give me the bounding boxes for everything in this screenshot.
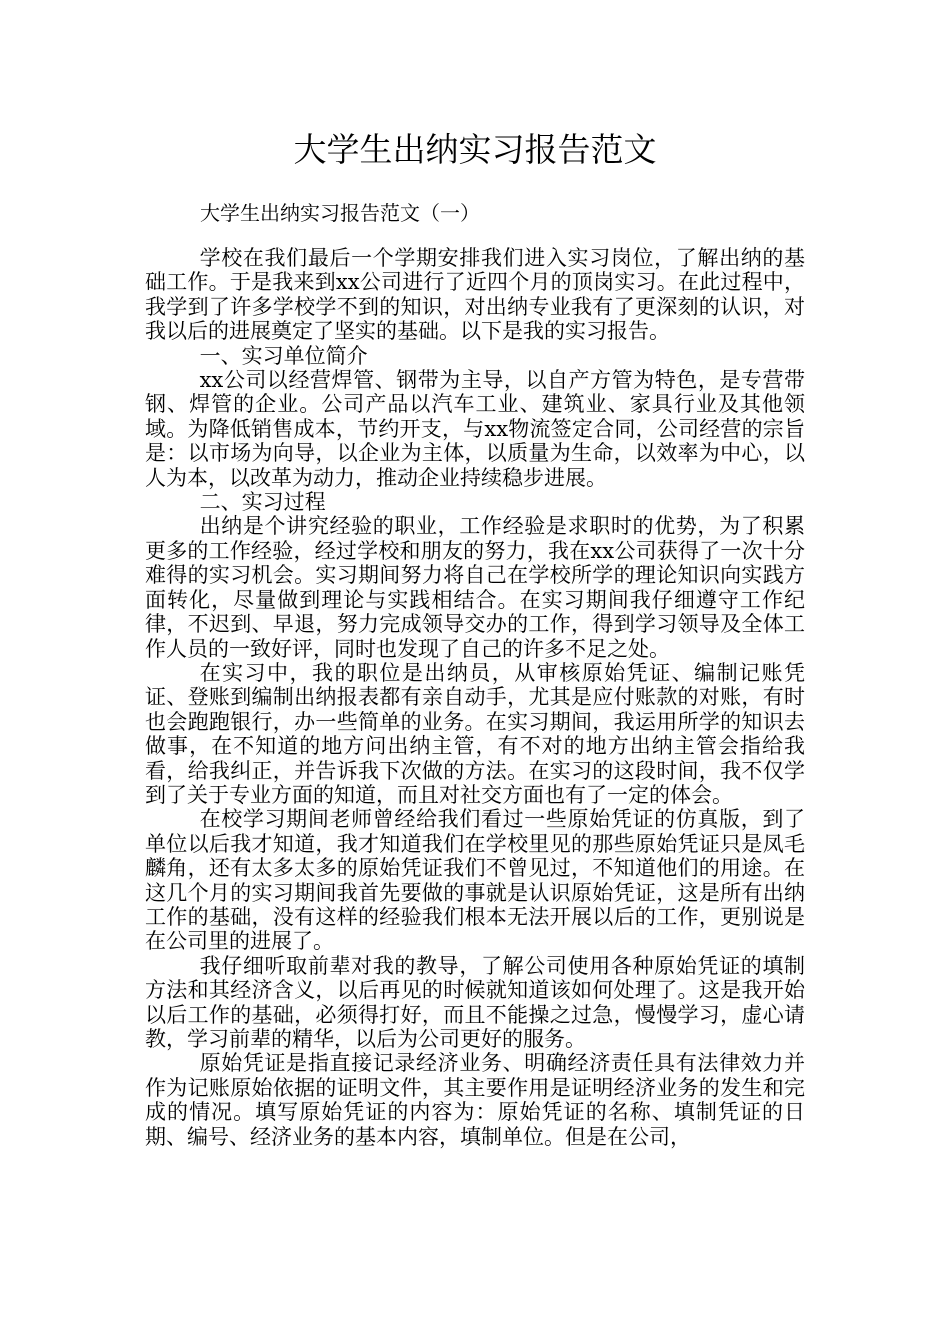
paragraph-process-1: 出纳是个讲究经验的职业，工作经验是求职时的优势，为了积累更多的工作经验，经过学校和朋友的努力，我在xx公司获得了一次十分难得的实习机会。实习期间努力将自己在学校所学的理论知识向实践方面转化，尽量做到理论与实践相结合。在实习期间我仔细遵守工作纪律，不迟到、早退，努力完成领导交办的工作，得到学习领导及全体工作人员的一致好评，同时也发现了自己的许多不足之处。 bbox=[145, 514, 805, 661]
paragraph-company: xx公司以经营焊管、钢带为主导，以自产方管为特色，是专营带钢、焊管的企业。公司产品以汽车工业、建筑业、家具行业及其他领域。为降低销售成本，节约开支，与xx物流签定合同，公司经营的宗旨是：以市场为向导，以企业为主体，以质量为生命，以效率为中心，以人为本，以改革为动力，推动企业持续稳步进展。 bbox=[145, 368, 805, 490]
paragraph-process-3: 在校学习期间老师曾经给我们看过一些原始凭证的仿真版，到了单位以后我才知道，我才知道我们在学校里见的那些原始凭证只是凤毛麟角，还有太多太多的原始凭证我们不曾见过，不知道他们的用途。在这几个月的实习期间我首先要做的事就是认识原始凭证，这是所有出纳工作的基础，没有这样的经验我们根本无法开展以后的工作，更别说是在公司里的进展了。 bbox=[145, 807, 805, 954]
section-heading-company: 一、实习单位简介 bbox=[199, 343, 368, 368]
document-subtitle: 大学生出纳实习报告范文（一） bbox=[200, 201, 480, 225]
section-heading-process: 二、实习过程 bbox=[199, 490, 326, 515]
paragraph-intro: 学校在我们最后一个学期安排我们进入实习岗位，了解出纳的基础工作。于是我来到xx公司进行了近四个月的顶岗实习。在此过程中，我学到了许多学校学不到的知识，对出纳专业我有了更深刻的认识，对我以后的进展奠定了坚实的基础。以下是我的实习报告。 bbox=[145, 246, 805, 344]
paragraph-process-2: 在实习中，我的职位是出纳员，从审核原始凭证、编制记账凭证、登账到编制出纳报表都有亲自动手，尤其是应付账款的对账，有时也会跑跑银行，办一些简单的业务。在实习期间，我运用所学的知识去做事，在不知道的地方问出纳主管，有不对的地方出纳主管会指给我看，给我纠正，并告诉我下次做的方法。在实习的这段时间，我不仅学到了关于专业方面的知道，而且对社交方面也有了一定的体会。 bbox=[145, 660, 805, 807]
paragraph-process-5: 原始凭证是指直接记录经济业务、明确经济责任具有法律效力并作为记账原始依据的证明文件，其主要作用是证明经济业务的发生和完成的情况。填写原始凭证的内容为：原始凭证的名称、填制凭证的日期、编号、经济业务的基本内容，填制单位。但是在公司， bbox=[145, 1051, 805, 1149]
document-body bbox=[145, 246, 805, 1149]
document-title: 大学生出纳实习报告范文 bbox=[293, 130, 657, 169]
paragraph-process-4: 我仔细听取前辈对我的教导，了解公司使用各种原始凭证的填制方法和其经济含义，以后再见的时候就知道该如何处理了。这是我开始以后工作的基础，必须得打好，而且不能操之过急，慢慢学习，虚心请教，学习前辈的精华，以后为公司更好的服务。 bbox=[145, 953, 805, 1051]
